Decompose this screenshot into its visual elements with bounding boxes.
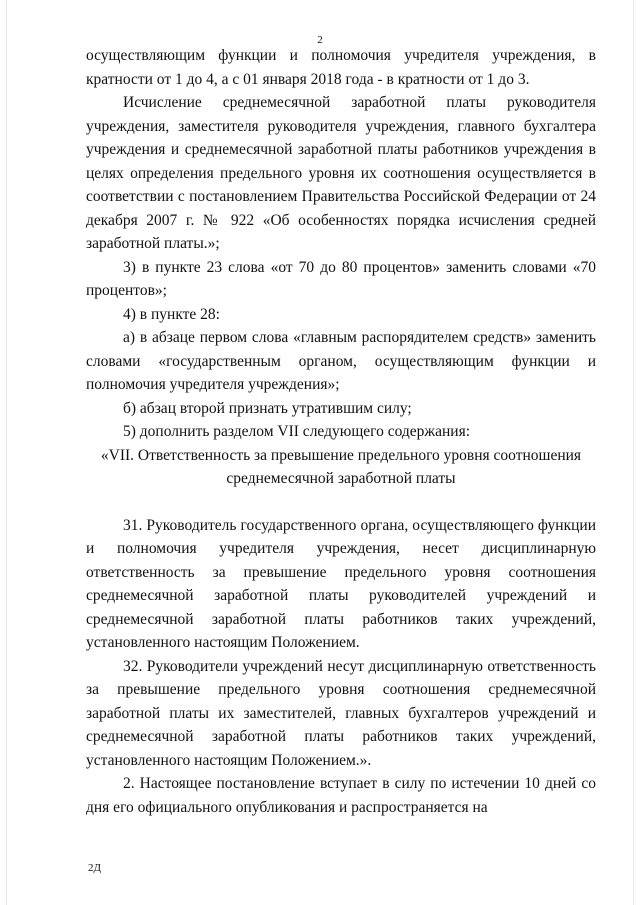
paragraph-continuation: осуществляющим функции и полномочия учредителя учреждения, в кратности от 1 до 4, а с 01 января 2018 года - в кратности от 1 до 3. — [86, 47, 596, 88]
paragraph-item-5: 5) дополнить разделом VII следующего содержания: — [123, 423, 471, 440]
section-heading-line-2: среднемесячной заработной платы — [226, 470, 456, 487]
clause-32: 32. Руководители учреждений несут дисциплинарную ответственность за превышение предельного уровня соотношения среднемесячной заработной платы их заместителей, главных бухгалтеров учреждений и среднемесячной заработной платы работников таких учреждений, установленного настоящим Положением.». — [86, 657, 596, 769]
paragraph-item-3: 3) в пункте 23 слова «от 70 до 80 процентов» заменить словами «70 процентов»; — [86, 258, 596, 299]
clause-2-effective-date: 2. Настоящее постановление вступает в силу по истечении 10 дней со дня его официального опубликования и распространяется на — [86, 775, 596, 816]
footer-mark: 2Д — [88, 862, 102, 874]
section-spacer — [86, 491, 596, 514]
paragraph-item-4a: а) в абзаце первом слова «главным распорядителем средств» заменить словами «государственным органом, осуществляющим функции и полномочия учредителя учреждения»; — [86, 329, 596, 393]
clause-31: 31. Руководитель государственного органа, осуществляющего функции и полномочия учредителя учреждения, несет дисциплинарную ответственность за превышение предельного уровня соотношения среднемесячной заработной платы руководителей учреждений и среднемесячной заработной платы работников таких учреждений, установленного настоящим Положением. — [86, 516, 596, 651]
paragraph-item-4b: б) абзац второй признать утратившим силу; — [123, 399, 412, 417]
scan-edge-right — [633, 0, 634, 905]
page-number: 2 — [317, 34, 323, 46]
section-heading-line-1: «VII. Ответственность за превышение предельного уровня соотношения — [100, 446, 582, 464]
document-body — [86, 44, 596, 819]
paragraph-salary-calculation: Исчисление среднемесячной заработной платы руководителя учреждения, заместителя руководителя учреждения, главного бухгалтера учреждения и среднемесячной заработной платы работников учреждения в целях определения предельного уровня их соотношения осуществляется в соответствии с постановлением Правительства Российской Федерации от 24 декабря 2007 г. № 922 «Об особенностях порядка исчисления средней заработной платы.»; — [86, 94, 596, 252]
paragraph-item-4: 4) в пункте 28: — [123, 305, 220, 323]
scan-edge-left — [6, 0, 7, 905]
